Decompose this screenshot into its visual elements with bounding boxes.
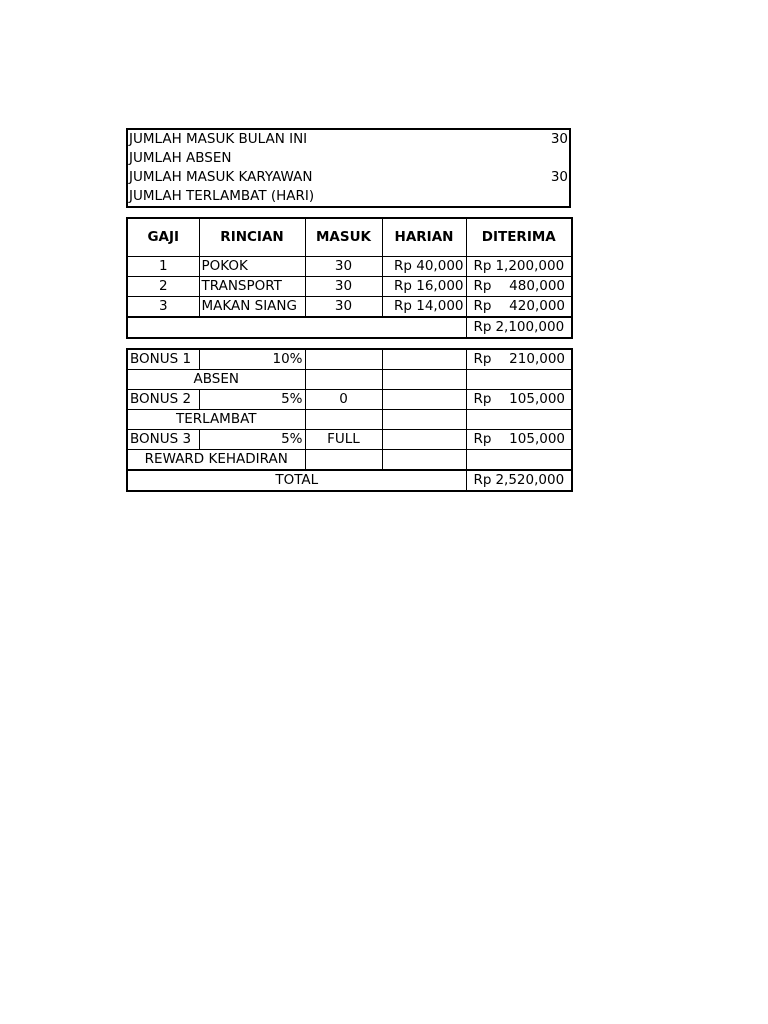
total-row — [127, 470, 572, 491]
table-row — [127, 390, 572, 410]
bonus-harian — [382, 430, 466, 450]
bonus-label: BONUS 1 — [127, 349, 199, 370]
bonus-percent: 5% — [199, 390, 305, 410]
subtotal-row — [127, 317, 572, 338]
bonus-table — [126, 348, 573, 492]
bonus-description: REWARD KEHADIRAN — [127, 450, 305, 471]
bonus-description: TERLAMBAT — [127, 410, 305, 430]
empty-cell — [466, 450, 572, 471]
currency-label: Rp — [473, 258, 492, 274]
summary-row — [127, 187, 570, 207]
currency-label: Rp — [473, 319, 492, 335]
currency-label: Rp — [473, 431, 492, 447]
table-row — [127, 297, 572, 318]
row-number: 1 — [127, 257, 199, 277]
bonus-description: ABSEN — [127, 370, 305, 390]
header-rincian: RINCIAN — [199, 218, 305, 257]
table-row — [127, 277, 572, 297]
salary-table — [126, 217, 573, 339]
summary-row — [127, 149, 570, 168]
summary-label: JUMLAH MASUK BULAN INI — [129, 131, 308, 147]
salary-header-row — [127, 218, 572, 257]
bonus-amount: 105,000 — [509, 431, 565, 447]
table-row — [127, 370, 572, 390]
bonus-label: BONUS 3 — [127, 430, 199, 450]
row-diterima — [466, 297, 572, 318]
bonus-harian — [382, 390, 466, 410]
table-row — [127, 257, 572, 277]
row-item: POKOK — [199, 257, 305, 277]
header-harian: HARIAN — [382, 218, 466, 257]
table-row — [127, 430, 572, 450]
row-item: MAKAN SIANG — [199, 297, 305, 318]
row-number: 3 — [127, 297, 199, 318]
empty-cell — [466, 370, 572, 390]
subtotal-cell — [466, 317, 572, 338]
bonus-amount-cell — [466, 430, 572, 450]
table-row — [127, 410, 572, 430]
row-diterima — [466, 277, 572, 297]
row-masuk: 30 — [305, 277, 382, 297]
bonus-amount-cell — [466, 349, 572, 370]
header-gaji: GAJI — [127, 218, 199, 257]
empty-cell — [466, 410, 572, 430]
empty-cell — [305, 370, 382, 390]
header-masuk: MASUK — [305, 218, 382, 257]
table-row — [127, 450, 572, 471]
bonus-amount: 210,000 — [509, 351, 565, 367]
row-harian: Rp 14,000 — [382, 297, 466, 318]
currency-label: Rp — [473, 351, 492, 367]
row-item: TRANSPORT — [199, 277, 305, 297]
row-harian: Rp 40,000 — [382, 257, 466, 277]
row-diterima — [466, 257, 572, 277]
subtotal-value: 2,100,000 — [495, 319, 565, 335]
subtotal-spacer — [127, 317, 466, 338]
bonus-masuk: FULL — [305, 430, 382, 450]
empty-cell — [382, 450, 466, 471]
summary-value: 30 — [550, 169, 568, 185]
amount-value: 480,000 — [509, 278, 565, 294]
payroll-sheet — [126, 128, 571, 492]
row-harian: Rp 16,000 — [382, 277, 466, 297]
summary-label: JUMLAH MASUK KARYAWAN — [129, 169, 313, 185]
amount-value: 1,200,000 — [495, 258, 565, 274]
empty-cell — [382, 370, 466, 390]
bonus-harian — [382, 349, 466, 370]
bonus-masuk: 0 — [305, 390, 382, 410]
empty-cell — [305, 410, 382, 430]
bonus-amount-cell — [466, 390, 572, 410]
header-diterima: DITERIMA — [466, 218, 572, 257]
amount-value: 420,000 — [509, 298, 565, 314]
summary-row — [127, 168, 570, 187]
row-number: 2 — [127, 277, 199, 297]
bonus-masuk — [305, 349, 382, 370]
row-masuk: 30 — [305, 257, 382, 277]
table-row — [127, 349, 572, 370]
summary-row — [127, 129, 570, 149]
attendance-summary — [126, 128, 571, 208]
row-masuk: 30 — [305, 297, 382, 318]
summary-value: 30 — [550, 131, 568, 147]
currency-label: Rp — [473, 391, 492, 407]
bonus-label: BONUS 2 — [127, 390, 199, 410]
total-label: TOTAL — [127, 470, 466, 491]
summary-value — [509, 149, 570, 168]
bonus-percent: 5% — [199, 430, 305, 450]
currency-label: Rp — [473, 278, 492, 294]
empty-cell — [305, 450, 382, 471]
currency-label: Rp — [473, 298, 492, 314]
total-cell — [466, 470, 572, 491]
empty-cell — [382, 410, 466, 430]
bonus-percent: 10% — [199, 349, 305, 370]
currency-label: Rp — [473, 472, 492, 488]
summary-label: JUMLAH TERLAMBAT (HARI) — [129, 188, 315, 204]
summary-value — [509, 187, 570, 207]
summary-label: JUMLAH ABSEN — [129, 150, 232, 166]
total-value: 2,520,000 — [495, 472, 565, 488]
bonus-amount: 105,000 — [509, 391, 565, 407]
